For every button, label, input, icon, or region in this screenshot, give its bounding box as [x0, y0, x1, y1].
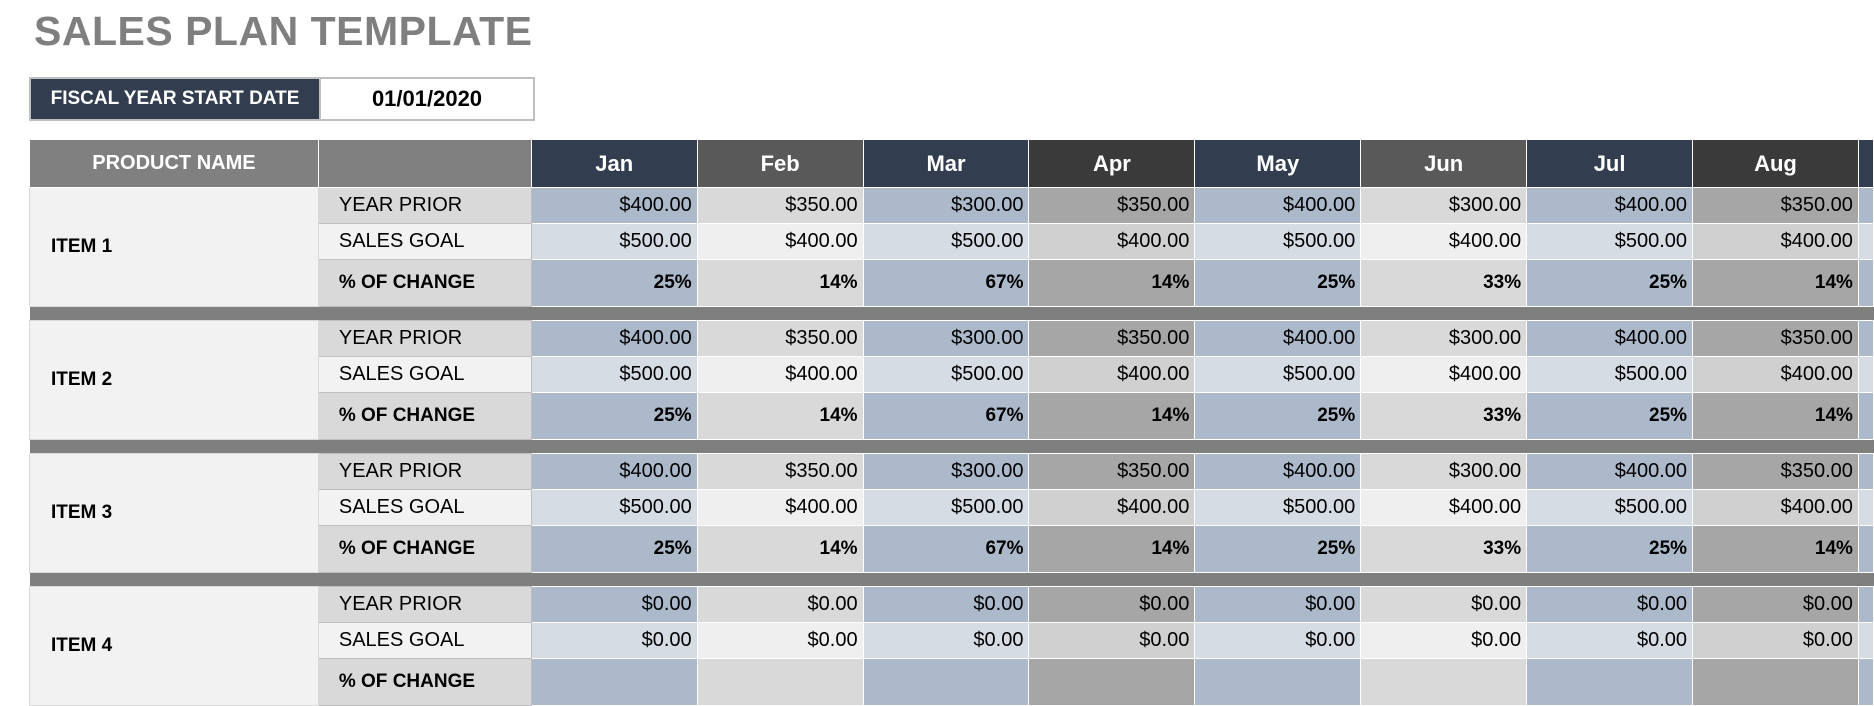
percent-change-cell-jun[interactable] [1361, 659, 1527, 706]
column-header-jul: Jul [1527, 140, 1693, 188]
year-prior-cell-mar[interactable]: $300.00 [863, 321, 1029, 357]
year-prior-cell-mar[interactable]: $300.00 [863, 188, 1029, 224]
table-row [30, 321, 1874, 357]
percent-change-cell-mar[interactable]: 67% [863, 526, 1029, 573]
separator-bar [30, 307, 1874, 321]
year-prior-cell-feb[interactable]: $0.00 [697, 587, 863, 623]
next-column-edge [1858, 357, 1873, 393]
sales-goal-cell-jan[interactable]: $500.00 [531, 490, 697, 526]
next-column-edge [1858, 260, 1873, 307]
sales-goal-cell-aug[interactable]: $400.00 [1693, 224, 1859, 260]
next-column-edge [1858, 224, 1873, 260]
percent-change-cell-aug[interactable]: 14% [1693, 526, 1859, 573]
row-label-sales-goal: SALES GOAL [318, 357, 531, 393]
sales-goal-cell-aug[interactable]: $400.00 [1693, 357, 1859, 393]
year-prior-cell-mar[interactable]: $300.00 [863, 454, 1029, 490]
row-label-sales-goal: SALES GOAL [318, 224, 531, 260]
percent-change-cell-feb[interactable]: 14% [697, 260, 863, 307]
sales-plan-table [29, 139, 1874, 706]
product-name-cell[interactable]: ITEM 3 [30, 454, 319, 573]
sales-goal-cell-jun[interactable]: $400.00 [1361, 490, 1527, 526]
year-prior-cell-jul[interactable]: $400.00 [1527, 188, 1693, 224]
year-prior-cell-may[interactable]: $400.00 [1195, 321, 1361, 357]
percent-change-cell-aug[interactable]: 14% [1693, 260, 1859, 307]
year-prior-cell-apr[interactable]: $0.00 [1029, 587, 1195, 623]
next-column-edge [1858, 623, 1873, 659]
separator-bar [30, 440, 1874, 454]
column-header-feb: Feb [697, 140, 863, 188]
year-prior-cell-jan[interactable]: $400.00 [531, 454, 697, 490]
year-prior-cell-feb[interactable]: $350.00 [697, 321, 863, 357]
percent-change-cell-jan[interactable]: 25% [531, 260, 697, 307]
row-label-percent-change: % OF CHANGE [318, 659, 531, 706]
percent-change-cell-jan[interactable]: 25% [531, 526, 697, 573]
item-separator [30, 440, 1874, 454]
column-header-blank [318, 140, 531, 188]
sales-goal-cell-jun[interactable]: $400.00 [1361, 357, 1527, 393]
sales-plan-grid [29, 139, 1874, 692]
sales-goal-cell-jan[interactable]: $500.00 [531, 224, 697, 260]
row-label-year-prior: YEAR PRIOR [318, 188, 531, 224]
sales-goal-cell-may[interactable]: $500.00 [1195, 490, 1361, 526]
column-header-mar: Mar [863, 140, 1029, 188]
next-column-edge [1858, 188, 1873, 224]
percent-change-cell-jan[interactable]: 25% [531, 393, 697, 440]
sales-goal-cell-jun[interactable]: $0.00 [1361, 623, 1527, 659]
fiscal-year-start-label: FISCAL YEAR START DATE [31, 79, 321, 119]
sales-goal-cell-mar[interactable]: $500.00 [863, 357, 1029, 393]
percent-change-cell-jul[interactable] [1527, 659, 1693, 706]
next-column-edge [1858, 393, 1873, 440]
sales-goal-cell-jul[interactable]: $500.00 [1527, 224, 1693, 260]
percent-change-cell-jul[interactable]: 25% [1527, 393, 1693, 440]
column-header-aug: Aug [1693, 140, 1859, 188]
next-column-edge [1858, 454, 1873, 490]
sales-goal-cell-apr[interactable]: $0.00 [1029, 623, 1195, 659]
percent-change-cell-apr[interactable]: 14% [1029, 393, 1195, 440]
year-prior-cell-jan[interactable]: $400.00 [531, 188, 697, 224]
row-label-sales-goal: SALES GOAL [318, 490, 531, 526]
page-title: SALES PLAN TEMPLATE [34, 8, 533, 54]
year-prior-cell-may[interactable]: $0.00 [1195, 587, 1361, 623]
sales-goal-cell-apr[interactable]: $400.00 [1029, 224, 1195, 260]
percent-change-cell-aug[interactable] [1693, 659, 1859, 706]
year-prior-cell-aug[interactable]: $350.00 [1693, 188, 1859, 224]
sales-goal-cell-may[interactable]: $500.00 [1195, 357, 1361, 393]
column-header-apr: Apr [1029, 140, 1195, 188]
percent-change-cell-apr[interactable]: 14% [1029, 260, 1195, 307]
sales-goal-cell-jan[interactable]: $500.00 [531, 357, 697, 393]
percent-change-cell-jun[interactable]: 33% [1361, 260, 1527, 307]
percent-change-cell-mar[interactable] [863, 659, 1029, 706]
year-prior-cell-feb[interactable]: $350.00 [697, 188, 863, 224]
year-prior-cell-apr[interactable]: $350.00 [1029, 454, 1195, 490]
year-prior-cell-mar[interactable]: $0.00 [863, 587, 1029, 623]
percent-change-cell-jun[interactable]: 33% [1361, 526, 1527, 573]
year-prior-cell-jun[interactable]: $300.00 [1361, 454, 1527, 490]
next-column-edge [1858, 526, 1873, 573]
year-prior-cell-jul[interactable]: $0.00 [1527, 587, 1693, 623]
item-separator [30, 307, 1874, 321]
sales-goal-cell-feb[interactable]: $400.00 [697, 224, 863, 260]
separator-bar [30, 573, 1874, 587]
percent-change-cell-jan[interactable] [531, 659, 697, 706]
row-label-year-prior: YEAR PRIOR [318, 587, 531, 623]
year-prior-cell-jan[interactable]: $400.00 [531, 321, 697, 357]
percent-change-cell-jul[interactable]: 25% [1527, 260, 1693, 307]
row-label-sales-goal: SALES GOAL [318, 623, 531, 659]
column-header-may: May [1195, 140, 1361, 188]
row-label-percent-change: % OF CHANGE [318, 526, 531, 573]
percent-change-cell-feb[interactable]: 14% [697, 393, 863, 440]
next-column-edge [1858, 659, 1873, 706]
sales-goal-cell-jul[interactable]: $500.00 [1527, 357, 1693, 393]
sales-goal-cell-apr[interactable]: $400.00 [1029, 490, 1195, 526]
percent-change-cell-may[interactable]: 25% [1195, 393, 1361, 440]
column-header-jan: Jan [531, 140, 697, 188]
next-column-edge [1858, 587, 1873, 623]
percent-change-cell-may[interactable]: 25% [1195, 526, 1361, 573]
year-prior-cell-apr[interactable]: $350.00 [1029, 321, 1195, 357]
sales-goal-cell-mar[interactable]: $500.00 [863, 224, 1029, 260]
percent-change-cell-feb[interactable]: 14% [697, 526, 863, 573]
sales-goal-cell-jun[interactable]: $400.00 [1361, 224, 1527, 260]
column-header-product-name: PRODUCT NAME [30, 140, 319, 188]
row-label-percent-change: % OF CHANGE [318, 393, 531, 440]
year-prior-cell-jun[interactable]: $0.00 [1361, 587, 1527, 623]
product-name-cell[interactable]: ITEM 2 [30, 321, 319, 440]
sales-goal-cell-aug[interactable]: $0.00 [1693, 623, 1859, 659]
table-row [30, 188, 1874, 224]
year-prior-cell-jul[interactable]: $400.00 [1527, 454, 1693, 490]
percent-change-cell-aug[interactable]: 14% [1693, 393, 1859, 440]
row-label-year-prior: YEAR PRIOR [318, 454, 531, 490]
sales-goal-cell-aug[interactable]: $400.00 [1693, 490, 1859, 526]
row-label-percent-change: % OF CHANGE [318, 260, 531, 307]
table-row [30, 454, 1874, 490]
column-header-next-edge [1858, 140, 1873, 188]
sales-goal-cell-mar[interactable]: $0.00 [863, 623, 1029, 659]
percent-change-cell-mar[interactable]: 67% [863, 393, 1029, 440]
product-name-cell[interactable]: ITEM 4 [30, 587, 319, 706]
year-prior-cell-apr[interactable]: $350.00 [1029, 188, 1195, 224]
year-prior-cell-aug[interactable]: $350.00 [1693, 321, 1859, 357]
percent-change-cell-apr[interactable] [1029, 659, 1195, 706]
percent-change-cell-feb[interactable] [697, 659, 863, 706]
next-column-edge [1858, 321, 1873, 357]
year-prior-cell-jan[interactable]: $0.00 [531, 587, 697, 623]
column-header-jun: Jun [1361, 140, 1527, 188]
row-label-year-prior: YEAR PRIOR [318, 321, 531, 357]
product-name-cell[interactable]: ITEM 1 [30, 188, 319, 307]
percent-change-cell-apr[interactable]: 14% [1029, 526, 1195, 573]
year-prior-cell-aug[interactable]: $0.00 [1693, 587, 1859, 623]
percent-change-cell-jul[interactable]: 25% [1527, 526, 1693, 573]
sales-goal-cell-jul[interactable]: $0.00 [1527, 623, 1693, 659]
fiscal-year-start-date-cell[interactable]: 01/01/2020 [321, 79, 533, 119]
percent-change-cell-mar[interactable]: 67% [863, 260, 1029, 307]
next-column-edge [1858, 490, 1873, 526]
sales-goal-cell-may[interactable]: $0.00 [1195, 623, 1361, 659]
percent-change-cell-may[interactable] [1195, 659, 1361, 706]
sales-goal-cell-may[interactable]: $500.00 [1195, 224, 1361, 260]
year-prior-cell-feb[interactable]: $350.00 [697, 454, 863, 490]
sales-goal-cell-jul[interactable]: $500.00 [1527, 490, 1693, 526]
year-prior-cell-jun[interactable]: $300.00 [1361, 188, 1527, 224]
percent-change-cell-jun[interactable]: 33% [1361, 393, 1527, 440]
item-separator [30, 573, 1874, 587]
percent-change-cell-may[interactable]: 25% [1195, 260, 1361, 307]
table-row [30, 587, 1874, 623]
header-row [30, 140, 1874, 188]
sales-goal-cell-jan[interactable]: $0.00 [531, 623, 697, 659]
year-prior-cell-jul[interactable]: $400.00 [1527, 321, 1693, 357]
year-prior-cell-may[interactable]: $400.00 [1195, 188, 1361, 224]
year-prior-cell-jun[interactable]: $300.00 [1361, 321, 1527, 357]
year-prior-cell-aug[interactable]: $350.00 [1693, 454, 1859, 490]
year-prior-cell-may[interactable]: $400.00 [1195, 454, 1361, 490]
sales-goal-cell-feb[interactable]: $0.00 [697, 623, 863, 659]
sales-goal-cell-apr[interactable]: $400.00 [1029, 357, 1195, 393]
fiscal-year-start [29, 77, 535, 121]
sales-goal-cell-feb[interactable]: $400.00 [697, 357, 863, 393]
sales-goal-cell-mar[interactable]: $500.00 [863, 490, 1029, 526]
sales-goal-cell-feb[interactable]: $400.00 [697, 490, 863, 526]
